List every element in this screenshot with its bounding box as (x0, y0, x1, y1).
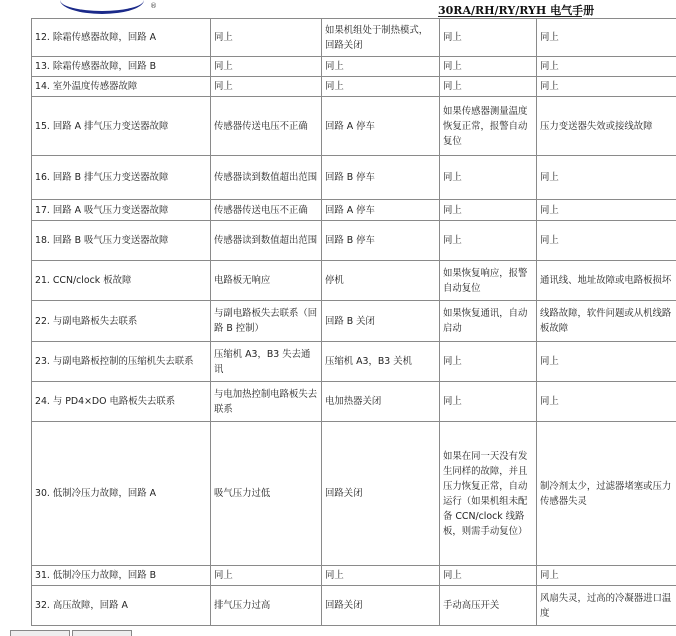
fault-cause: 传感器传送电压不正确 (211, 200, 322, 221)
fault-cause: 与电加热控制电路板失去联系 (211, 382, 322, 422)
table-row (32, 97, 676, 156)
fault-possible-cause: 同上 (537, 342, 676, 382)
fault-description: 31. 低制冷压力故障，回路 B (32, 566, 211, 586)
table-row (32, 57, 676, 77)
fault-possible-cause: 风扇失灵，过高的冷凝器进口温度 (537, 586, 676, 626)
fault-possible-cause: 同上 (537, 77, 676, 97)
fault-action: 回路 A 停车 (322, 200, 440, 221)
fault-reset: 同上 (440, 382, 537, 422)
fault-possible-cause: 压力变送器失效或接线故障 (537, 97, 676, 156)
fault-cause: 压缩机 A3，B3 失去通讯 (211, 342, 322, 382)
fault-description: 15. 回路 A 排气压力变送器故障 (32, 97, 211, 156)
table-row (32, 382, 676, 422)
fault-description: 32. 高压故障，回路 A (32, 586, 211, 626)
fault-possible-cause: 同上 (537, 57, 676, 77)
fault-description: 21. CCN/clock 板故障 (32, 261, 211, 301)
footer-tab (72, 630, 132, 636)
fault-action: 同上 (322, 77, 440, 97)
fault-action: 回路 B 停车 (322, 156, 440, 200)
fault-reset: 手动高压开关 (440, 586, 537, 626)
fault-reset: 如果恢复响应，报警自动复位 (440, 261, 537, 301)
fault-cause: 同上 (211, 566, 322, 586)
fault-possible-cause: 同上 (537, 566, 676, 586)
fault-reset: 同上 (440, 156, 537, 200)
fault-action: 如果机组处于制热模式，回路关闭 (322, 19, 440, 57)
fault-possible-cause: 同上 (537, 156, 676, 200)
table-row (32, 200, 676, 221)
fault-cause: 电路板无响应 (211, 261, 322, 301)
fault-description: 24. 与 PD4×DO 电路板失去联系 (32, 382, 211, 422)
table-row (32, 566, 676, 586)
table-row (32, 221, 676, 261)
table-row (32, 77, 676, 97)
fault-cause: 同上 (211, 19, 322, 57)
table-row (32, 586, 676, 626)
fault-action: 回路关闭 (322, 422, 440, 566)
fault-description: 22. 与副电路板失去联系 (32, 301, 211, 342)
fault-description: 14. 室外温度传感器故障 (32, 77, 211, 97)
fault-action: 压缩机 A3，B3 关机 (322, 342, 440, 382)
table-row (32, 342, 676, 382)
fault-description: 30. 低制冷压力故障，回路 A (32, 422, 211, 566)
fault-possible-cause: 线路故障，软件问题或从机线路板故障 (537, 301, 676, 342)
fault-possible-cause: 同上 (537, 200, 676, 221)
fault-cause: 传感器读到数值超出范围 (211, 156, 322, 200)
document-title: 30RA/RH/RY/RYH 电气手册 (438, 4, 595, 17)
fault-reset: 同上 (440, 221, 537, 261)
fault-description: 23. 与副电路板控制的压缩机失去联系 (32, 342, 211, 382)
fault-cause: 吸气压力过低 (211, 422, 322, 566)
fault-description: 18. 回路 B 吸气压力变送器故障 (32, 221, 211, 261)
fault-reset: 如果在同一天没有发生同样的故障，并且压力恢复正常，自动运行（如果机组未配备 CCN/clock 线路板，则需手动复位） (440, 422, 537, 566)
table-row (32, 261, 676, 301)
fault-action: 停机 (322, 261, 440, 301)
fault-reset: 如果传感器测量温度恢复正常，报警自动复位 (440, 97, 537, 156)
fault-action: 回路 B 停车 (322, 221, 440, 261)
page-header (0, 0, 676, 18)
table-row (32, 156, 676, 200)
fault-possible-cause: 同上 (537, 19, 676, 57)
fault-action: 回路关闭 (322, 586, 440, 626)
fault-description: 16. 回路 B 排气压力变送器故障 (32, 156, 211, 200)
fault-reset: 同上 (440, 566, 537, 586)
footer-tab (10, 630, 70, 636)
brand-logo (60, 0, 144, 14)
fault-action: 电加热器关闭 (322, 382, 440, 422)
table-row (32, 19, 676, 57)
fault-reset: 同上 (440, 200, 537, 221)
fault-reset: 同上 (440, 342, 537, 382)
fault-reset: 同上 (440, 77, 537, 97)
fault-possible-cause: 同上 (537, 221, 676, 261)
table-row (32, 422, 676, 566)
fault-reset: 同上 (440, 57, 537, 77)
fault-description: 17. 回路 A 吸气压力变送器故障 (32, 200, 211, 221)
table-row (32, 301, 676, 342)
fault-possible-cause: 制冷剂太少，过滤器堵塞或压力传感器失灵 (537, 422, 676, 566)
fault-cause: 排气压力过高 (211, 586, 322, 626)
fault-action: 同上 (322, 57, 440, 77)
fault-action: 同上 (322, 566, 440, 586)
fault-cause: 传感器读到数值超出范围 (211, 221, 322, 261)
fault-table (31, 18, 676, 626)
fault-description: 13. 除霜传感器故障，回路 B (32, 57, 211, 77)
fault-reset: 如果恢复通讯，自动启动 (440, 301, 537, 342)
fault-description: 12. 除霜传感器故障，回路 A (32, 19, 211, 57)
fault-cause: 同上 (211, 77, 322, 97)
fault-possible-cause: 通讯线、地址故障或电路板损坏 (537, 261, 676, 301)
fault-possible-cause: 同上 (537, 382, 676, 422)
fault-cause: 传感器传送电压不正确 (211, 97, 322, 156)
registered-mark: ® (150, 2, 157, 10)
fault-action: 回路 B 关闭 (322, 301, 440, 342)
title-underline (438, 16, 582, 17)
fault-action: 回路 A 停车 (322, 97, 440, 156)
fault-reset: 同上 (440, 19, 537, 57)
window-bottom-edge (0, 630, 676, 636)
fault-cause: 同上 (211, 57, 322, 77)
fault-cause: 与副电路板失去联系（回路 B 控制） (211, 301, 322, 342)
